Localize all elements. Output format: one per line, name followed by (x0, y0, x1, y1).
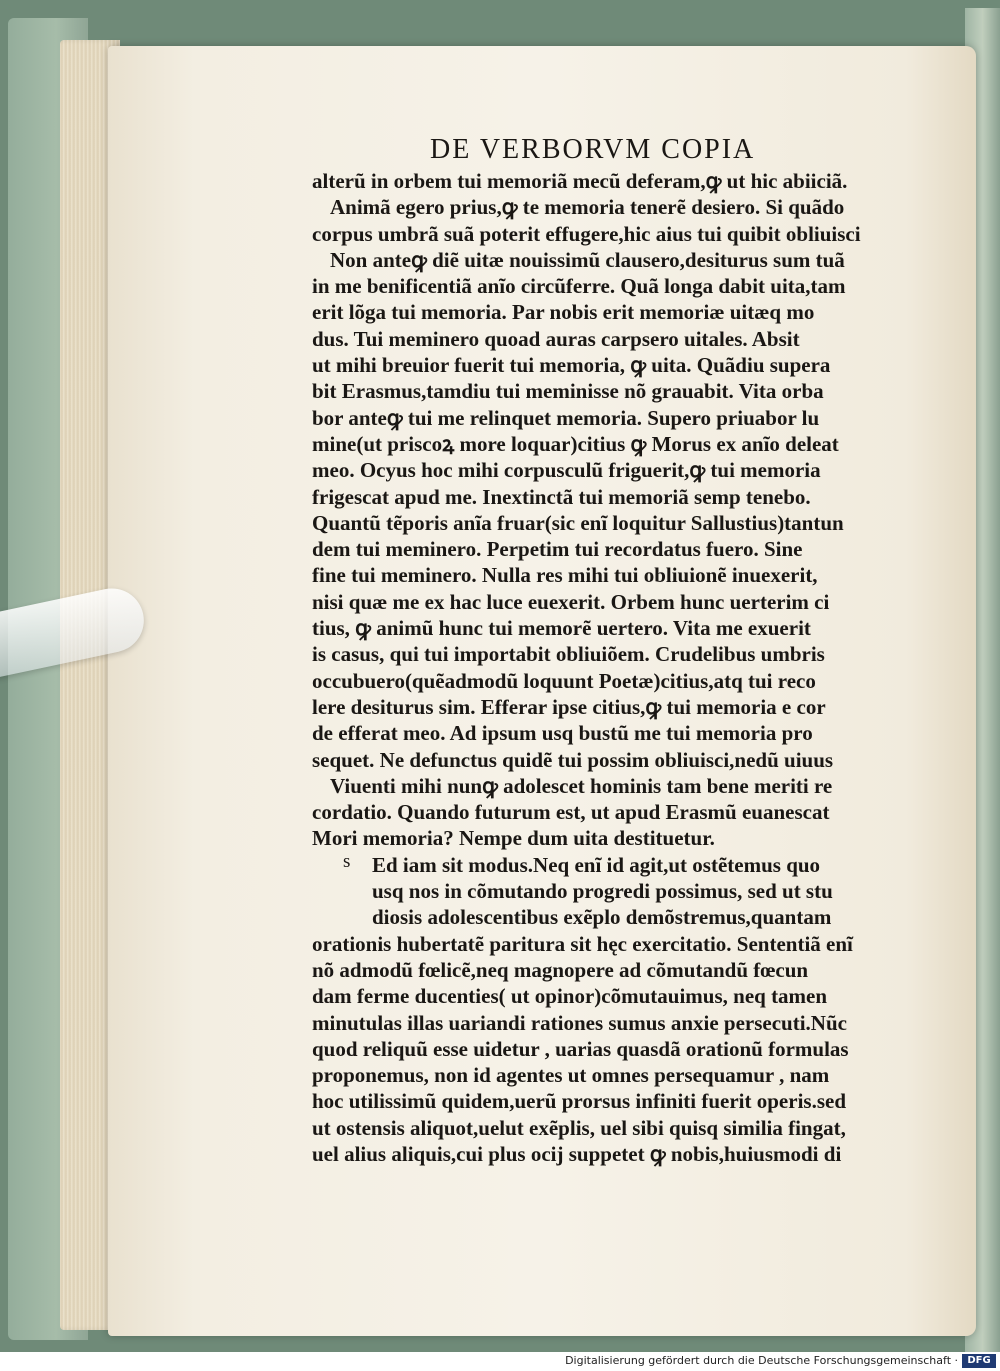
text-line: is casus, qui tui importabit obliuiõem. Crudelibus umbris (312, 642, 825, 667)
text-line: Mori memoria? Nempe dum uita destituetur. (312, 826, 715, 851)
text-line: nisi quæ me ex hac luce euexerit. Orbem hunc uerterim ci (312, 589, 830, 614)
text-line: minutulas illas uariandi rationes sumus anxie persecuti.Nũc (312, 1010, 847, 1035)
text-line: bor anteꝙ tui me relinquet memoria. Supero priuabor lu (312, 405, 820, 430)
text-line: hoc utilissimũ quidem,uerũ prorsus infiniti fuerit operis.sed (312, 1089, 847, 1114)
text-line: cordatio. Quando futurum est, ut apud Erasmũ euanescat (312, 800, 830, 825)
text-line: fine tui meminero. Nulla res mihi tui obliuionẽ inuexerit, (312, 563, 818, 588)
text-line: ut ostensis aliquot,uelut exẽplis, uel sibi quisq similia fingat, (312, 1115, 846, 1140)
text-line: erit lõga tui memoria. Par nobis erit memoriæ uitæq mo (312, 300, 815, 325)
text-line: dam ferme ducenties( ut opinor)cõmutauimus, neq tamen (312, 984, 828, 1009)
text-line: tius, ꝙ animũ hunc tui memorẽ uertero. Vita me exuerit (312, 616, 811, 641)
text-line: lere desiturus sim. Efferar ipse citius,ꝙ tui memoria e cor (312, 694, 826, 719)
margin-note: s (343, 851, 351, 872)
text-line: sequet. Ne defunctus quidẽ tui possim obliuisci,nedũ uiuus (312, 747, 834, 772)
text-line: frigescat apud me. Inextinctã tui memoriã semp tenebo. (312, 484, 811, 509)
text-line: uel alius aliquis,cui plus ocij suppetet ꝙ nobis,huiusmodi di (312, 1141, 842, 1166)
text-line: quod reliquũ esse uidetur , uarias quasdã orationũ formulas (312, 1036, 849, 1061)
text-line: in me benificentiã anĩo circũferre. Quã longa dabit uita,tam (312, 274, 846, 299)
body-text (312, 168, 932, 1167)
text-line: bit Erasmus,tamdiu tui meminisse nõ grauabit. Vita orba (312, 379, 824, 404)
text-line: dus. Tui meminero quoad auras carpsero uitales. Absit (312, 326, 800, 351)
text-line: occubuero(quẽadmodũ loquunt Poetæ)citius,atq tui reco (312, 668, 816, 693)
text-line: mine(ut priscoꝝ more loquar)citius ꝙ Morus ex anĩo deleat (312, 431, 839, 456)
text-line: Viuenti mihi nunꝙ adolescet hominis tam bene meriti re (330, 773, 833, 798)
text-line: diosis adolescentibus exẽplo demõstremus,quantam (372, 905, 832, 930)
text-line: dem tui meminero. Perpetim tui recordatus fuero. Sine (312, 537, 803, 562)
text-line: meo. Ocyus hoc mihi corpusculũ friguerit,ꝙ tui memoria (312, 458, 821, 483)
text-line: de efferat meo. Ad ipsum usq bustũ me tui memoria pro (312, 721, 813, 746)
text-line: Ed iam sit modus.Neq enĩ id agit,ut ostẽtemus quo (372, 852, 821, 877)
dfg-logo: DFG (962, 1354, 996, 1368)
text-line: Animã egero prius,ꝙ te memoria tenerẽ desiero. Si quãdo (330, 195, 845, 220)
text-line: Quantũ tẽporis anĩa fruar(sic enĩ loquitur Sallustius)tantun (312, 510, 844, 535)
text-line: proponemus, non id agentes ut omnes persequamur , nam (312, 1063, 830, 1088)
text-line: ut mihi breuior fuerit tui memoria, ꝙ uita. Quãdiu supera (312, 353, 831, 378)
text-line: alterũ in orbem tui memoriã mecũ deferam,ꝙ ut hic abiiciã. (312, 169, 848, 193)
footer-credit: Digitalisierung gefördert durch die Deutsche Forschungsgemeinschaft · (565, 1354, 958, 1367)
running-header: DE VERBORVM COPIA (430, 134, 756, 165)
text-line: usq nos in cõmutando progredi possimus, sed ut stu (372, 879, 833, 904)
footer-bar (0, 1352, 1000, 1371)
text-line: nõ admodũ fœlicẽ,neq magnopere ad cõmutandũ fœcun (312, 957, 809, 982)
text-line: Non anteꝙ diẽ uitæ nouissimũ clausero,desiturus sum tuã (330, 247, 845, 272)
text-line: corpus umbrã suã poterit effugere,hic aius tui quibit obliuisci (312, 221, 861, 246)
text-line: orationis hubertatẽ paritura sit hęc exercitatio. Sententiã enĩ (312, 931, 853, 956)
